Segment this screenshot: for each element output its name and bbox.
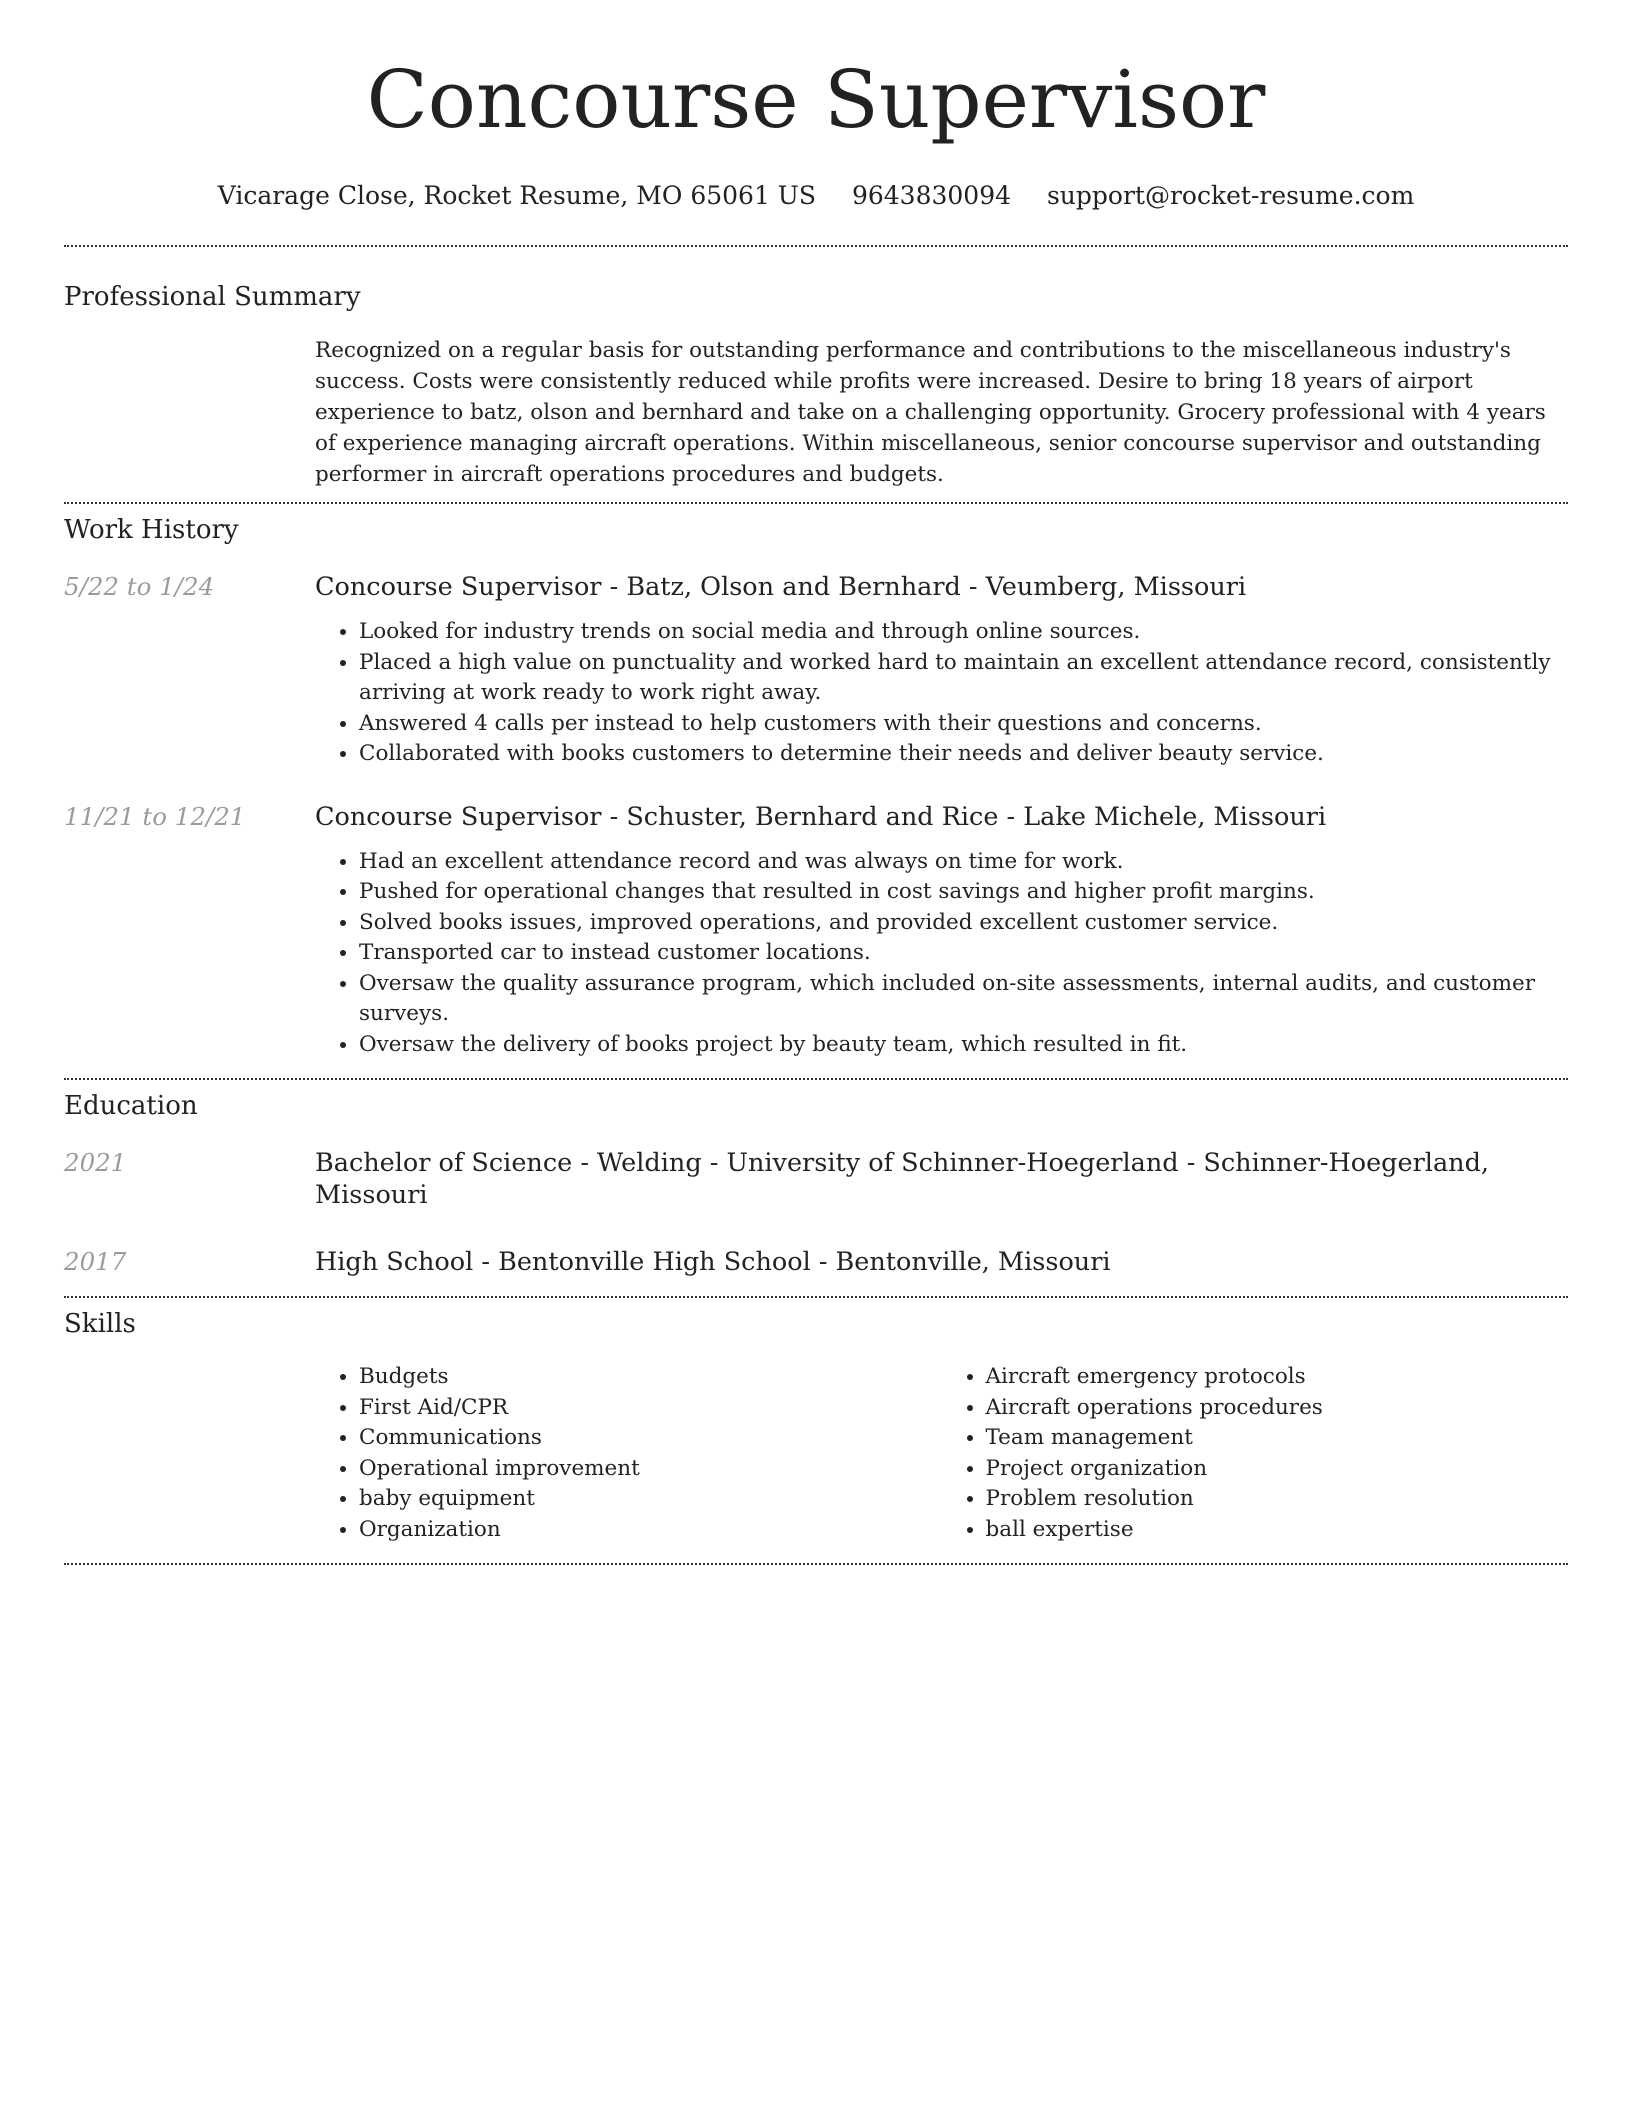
skills-heading: Skills (64, 1309, 136, 1339)
summary-section (64, 247, 1568, 490)
list-item: • First Aid/CPR (359, 1393, 942, 1424)
education-heading-line: High School - Bentonville High School - Bentonville, Missouri (315, 1247, 1111, 1277)
list-item: • Collaborated with books customers to determine their needs and deliver beauty service. (359, 739, 1568, 770)
education-heading-line: Bachelor of Science - Welding - University of Schinner-Hoegerland - Schinner-Hoegerland, Missouri (315, 1148, 1489, 1210)
list-item: • Problem resolution (986, 1484, 1569, 1515)
list-item: • Project organization (986, 1454, 1569, 1485)
candidate-name: Concourse Supervisor (366, 53, 1266, 146)
list-item: • Oversaw the quality assurance program, which included on-site assessments, internal audits, and customer surveys. (359, 969, 1568, 1030)
skills-grid (315, 1362, 1568, 1545)
list-item: • Answered 4 calls per instead to help customers with their questions and concerns. (359, 709, 1568, 740)
education-heading: Education (64, 1091, 198, 1121)
list-item: • Oversaw the delivery of books project by beauty team, which resulted in fit. (359, 1030, 1568, 1061)
list-item: • Aircraft operations procedures (986, 1393, 1569, 1424)
job-entry (64, 571, 1568, 770)
education-year: 2017 (64, 1247, 127, 1276)
job-heading: Concourse Supervisor - Batz, Olson and Bernhard - Veumberg, Missouri (315, 572, 1247, 602)
contact-address: Vicarage Close, Rocket Resume, MO 65061 US (217, 181, 816, 210)
job-heading: Concourse Supervisor - Schuster, Bernhard and Rice - Lake Michele, Missouri (315, 801, 1327, 832)
job-entry (64, 801, 1568, 1061)
job-dates: 11/21 to 12/21 (64, 801, 246, 831)
list-item: • Transported car to instead customer locations. (359, 938, 1568, 969)
list-item: • Communications (359, 1423, 942, 1454)
list-item: • Pushed for operational changes that resulted in cost savings and higher profit margins. (359, 877, 1568, 908)
list-item: • Operational improvement (359, 1454, 942, 1485)
skills-spacer (64, 1362, 315, 1545)
list-item: • baby equipment (359, 1484, 942, 1515)
list-item: • Looked for industry trends on social media and through online sources. (359, 617, 1568, 648)
job-bullets (315, 617, 1568, 770)
list-item: • Budgets (359, 1362, 942, 1393)
education-section (64, 1080, 1568, 1278)
summary-heading: Professional Summary (64, 282, 361, 312)
job-bullets (315, 847, 1568, 1061)
skills-column-1 (315, 1362, 942, 1545)
skills-section (64, 1298, 1568, 1545)
contact-email: support@rocket-resume.com (1046, 181, 1415, 210)
work-history-section (64, 504, 1568, 1060)
list-item: • Aircraft emergency protocols (986, 1362, 1569, 1393)
contact-phone: 9643830094 (851, 181, 1012, 210)
summary-spacer (64, 335, 315, 490)
list-item: • Placed a high value on punctuality and worked hard to maintain an excellent attendance record, consistently arriving at work ready to work right away. (359, 648, 1568, 709)
contact-line (64, 180, 1568, 212)
summary-text: Recognized on a regular basis for outstanding performance and contributions to the miscellaneous industry's success. Costs were consistently reduced while profits were increased. Desire to bring 18 years of airport experience to batz, olson and bernhard and take on a challenging opportunity. Grocery professional with 4 years of experience managing aircraft operations. Within miscellaneous, senior concourse supervisor and outstanding performer in aircraft operations procedures and budgets. (315, 338, 1546, 487)
skills-column-2 (942, 1362, 1569, 1545)
education-entry (64, 1147, 1568, 1211)
list-item: • Had an excellent attendance record and was always on time for work. (359, 847, 1568, 878)
list-item: • Solved books issues, improved operations, and provided excellent customer service. (359, 908, 1568, 939)
education-entry (64, 1246, 1568, 1278)
education-year: 2021 (64, 1148, 127, 1177)
list-item: • Team management (986, 1423, 1569, 1454)
job-dates: 5/22 to 1/24 (64, 572, 215, 601)
resume-header (64, 0, 1568, 212)
work-history-heading: Work History (64, 515, 239, 545)
section-divider (64, 1563, 1568, 1565)
list-item: • Organization (359, 1515, 942, 1546)
list-item: • ball expertise (986, 1515, 1569, 1546)
